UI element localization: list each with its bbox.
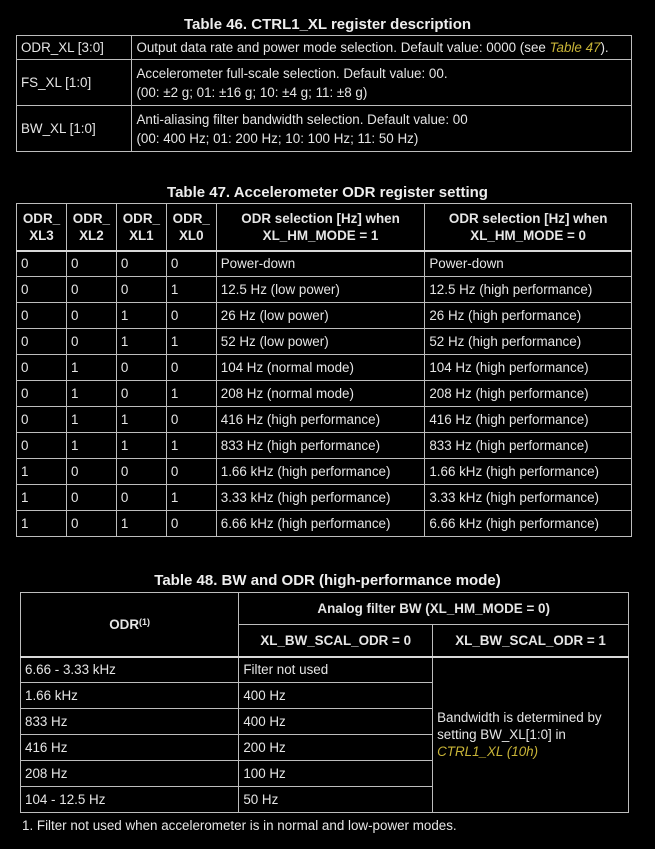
bit-cell: 0 (17, 251, 67, 277)
bw-cell: 200 Hz (239, 735, 433, 761)
table-row (17, 60, 632, 106)
odr-cell: 6.66 - 3.33 kHz (21, 657, 239, 683)
table46 (16, 35, 632, 152)
table-row (17, 355, 632, 381)
col-bw-scal-0: XL_BW_SCAL_ODR = 0 (239, 625, 433, 657)
odr-cell: 104 Hz (normal mode) (216, 355, 425, 381)
odr-cell: 6.66 kHz (high performance) (425, 511, 632, 537)
col-odr-xl0: ODR_ XL0 (166, 204, 216, 251)
bit-cell: 1 (116, 303, 166, 329)
odr-cell: 833 Hz (21, 709, 239, 735)
table47-link[interactable]: Table 47 (549, 40, 601, 55)
odr-cell: 1.66 kHz (high performance) (216, 459, 425, 485)
bit-cell: 0 (166, 303, 216, 329)
ctrl1-xl-link[interactable]: CTRL1_XL (10h) (437, 744, 539, 760)
bit-cell: 0 (116, 355, 166, 381)
bit-cell: 0 (66, 277, 116, 303)
bit-cell: 0 (166, 459, 216, 485)
bit-cell: 1 (17, 485, 67, 511)
bandwidth-note-cell (433, 657, 629, 813)
col-odr: ODR$^{(1)}$ (21, 593, 239, 657)
table47 (16, 203, 632, 537)
bit-cell: 0 (17, 329, 67, 355)
table-row (17, 277, 632, 303)
odr-cell: 104 - 12.5 Hz (21, 787, 239, 813)
bit-cell: 0 (17, 433, 67, 459)
bw-cell: 400 Hz (239, 709, 433, 735)
table-header-row (21, 593, 629, 625)
bit-cell: 0 (116, 251, 166, 277)
table47-caption: Table 47. Accelerometer ODR register setting (167, 184, 488, 201)
table-row (21, 657, 629, 683)
odr-cell: Power-down (425, 251, 632, 277)
bit-cell: 0 (116, 277, 166, 303)
bit-cell: 0 (166, 407, 216, 433)
table-row (17, 251, 632, 277)
bit-cell: 0 (116, 381, 166, 407)
odr-cell: 833 Hz (high performance) (425, 433, 632, 459)
odr-cell: 416 Hz (high performance) (425, 407, 632, 433)
odr-cell: 52 Hz (low power) (216, 329, 425, 355)
col-odr-xl2: ODR_ XL2 (66, 204, 116, 251)
odr-cell: 12.5 Hz (low power) (216, 277, 425, 303)
table-row (17, 485, 632, 511)
bit-cell: 0 (66, 511, 116, 537)
bit-cell: 1 (116, 407, 166, 433)
bit-cell: 1 (17, 459, 67, 485)
bw-cell: Filter not used (239, 657, 433, 683)
odr-cell: 833 Hz (high performance) (216, 433, 425, 459)
bit-cell: 0 (66, 485, 116, 511)
odr-cell: 1.66 kHz (high performance) (425, 459, 632, 485)
table48 (20, 592, 629, 813)
bit-cell: 0 (17, 381, 67, 407)
table-row (17, 433, 632, 459)
bit-cell: 1 (66, 355, 116, 381)
col-analog-filter-bw: Analog filter BW (XL_HM_MODE = 0) (239, 593, 629, 625)
table-row (17, 381, 632, 407)
table46-caption: Table 46. CTRL1_XL register description (183, 16, 472, 33)
odr-cell: 3.33 kHz (high performance) (216, 485, 425, 511)
bw-cell: 400 Hz (239, 683, 433, 709)
odr-cell: 104 Hz (high performance) (425, 355, 632, 381)
odr-cell: 3.33 kHz (high performance) (425, 485, 632, 511)
odr-cell: 416 Hz (21, 735, 239, 761)
table-row (17, 511, 632, 537)
col-odr-hm1: ODR selection [Hz] when XL_HM_MODE = 1 (216, 204, 425, 251)
bit-cell: 1 (166, 485, 216, 511)
bit-cell: 0 (166, 355, 216, 381)
table-row (17, 329, 632, 355)
odr-cell: 416 Hz (high performance) (216, 407, 425, 433)
bit-cell: 1 (166, 433, 216, 459)
bit-cell: 1 (17, 511, 67, 537)
register-description: Anti-aliasing filter bandwidth selection. Default value: 00 (00: 400 Hz; 01: 200 Hz; 10: 100 Hz; 11: 50 Hz) (132, 106, 632, 152)
bit-cell: 0 (116, 459, 166, 485)
bit-cell: 0 (17, 407, 67, 433)
bit-cell: 0 (17, 277, 67, 303)
register-name: FS_XL [1:0] (17, 60, 132, 106)
odr-cell: 6.66 kHz (high performance) (216, 511, 425, 537)
odr-cell: 1.66 kHz (21, 683, 239, 709)
odr-cell: 52 Hz (high performance) (425, 329, 632, 355)
bit-cell: 0 (66, 329, 116, 355)
bw-cell: 50 Hz (239, 787, 433, 813)
odr-cell: 208 Hz (21, 761, 239, 787)
odr-cell: 26 Hz (low power) (216, 303, 425, 329)
register-description: Output data rate and power mode selection. Default value: 0000 (see Table 47). (132, 36, 632, 60)
col-odr-hm0: ODR selection [Hz] when XL_HM_MODE = 0 (425, 204, 632, 251)
col-odr-xl3: ODR_ XL3 (17, 204, 67, 251)
table-row (17, 303, 632, 329)
bit-cell: 0 (116, 485, 166, 511)
odr-cell: 12.5 Hz (high performance) (425, 277, 632, 303)
bit-cell: 1 (116, 433, 166, 459)
bandwidth-note-line: setting BW_XL[1:0] in (437, 727, 566, 743)
bit-cell: 1 (116, 511, 166, 537)
table-row (17, 36, 632, 60)
register-description: Accelerometer full-scale selection. Default value: 00. (00: ±2 g; 01: ±16 g; 10: ±4 g; 11: ±8 g) (132, 60, 632, 106)
table-header-row (17, 204, 632, 251)
odr-cell: Power-down (216, 251, 425, 277)
bw-cell: 100 Hz (239, 761, 433, 787)
bit-cell: 1 (166, 277, 216, 303)
bit-cell: 1 (116, 329, 166, 355)
bit-cell: 0 (66, 303, 116, 329)
table48-caption: Table 48. BW and ODR (high-performance mode) (154, 572, 501, 589)
table-row (17, 407, 632, 433)
col-bw-scal-1: XL_BW_SCAL_ODR = 1 (433, 625, 629, 657)
odr-cell: 26 Hz (high performance) (425, 303, 632, 329)
bit-cell: 0 (166, 251, 216, 277)
bit-cell: 0 (66, 459, 116, 485)
bit-cell: 0 (17, 355, 67, 381)
bandwidth-note-line: Bandwidth is determined by (437, 710, 602, 726)
col-odr-xl1: ODR_ XL1 (116, 204, 166, 251)
table-row (17, 106, 632, 152)
table-row (17, 459, 632, 485)
bit-cell: 1 (66, 433, 116, 459)
odr-cell: 208 Hz (high performance) (425, 381, 632, 407)
bit-cell: 1 (166, 381, 216, 407)
bit-cell: 0 (17, 303, 67, 329)
bit-cell: 1 (66, 407, 116, 433)
odr-cell: 208 Hz (normal mode) (216, 381, 425, 407)
bit-cell: 1 (166, 329, 216, 355)
bit-cell: 1 (66, 381, 116, 407)
table48-footnote: 1. Filter not used when accelerometer is in normal and low-power modes. (22, 818, 457, 833)
register-name: BW_XL [1:0] (17, 106, 132, 152)
bit-cell: 0 (166, 511, 216, 537)
register-name: ODR_XL [3:0] (17, 36, 132, 60)
bit-cell: 0 (66, 251, 116, 277)
